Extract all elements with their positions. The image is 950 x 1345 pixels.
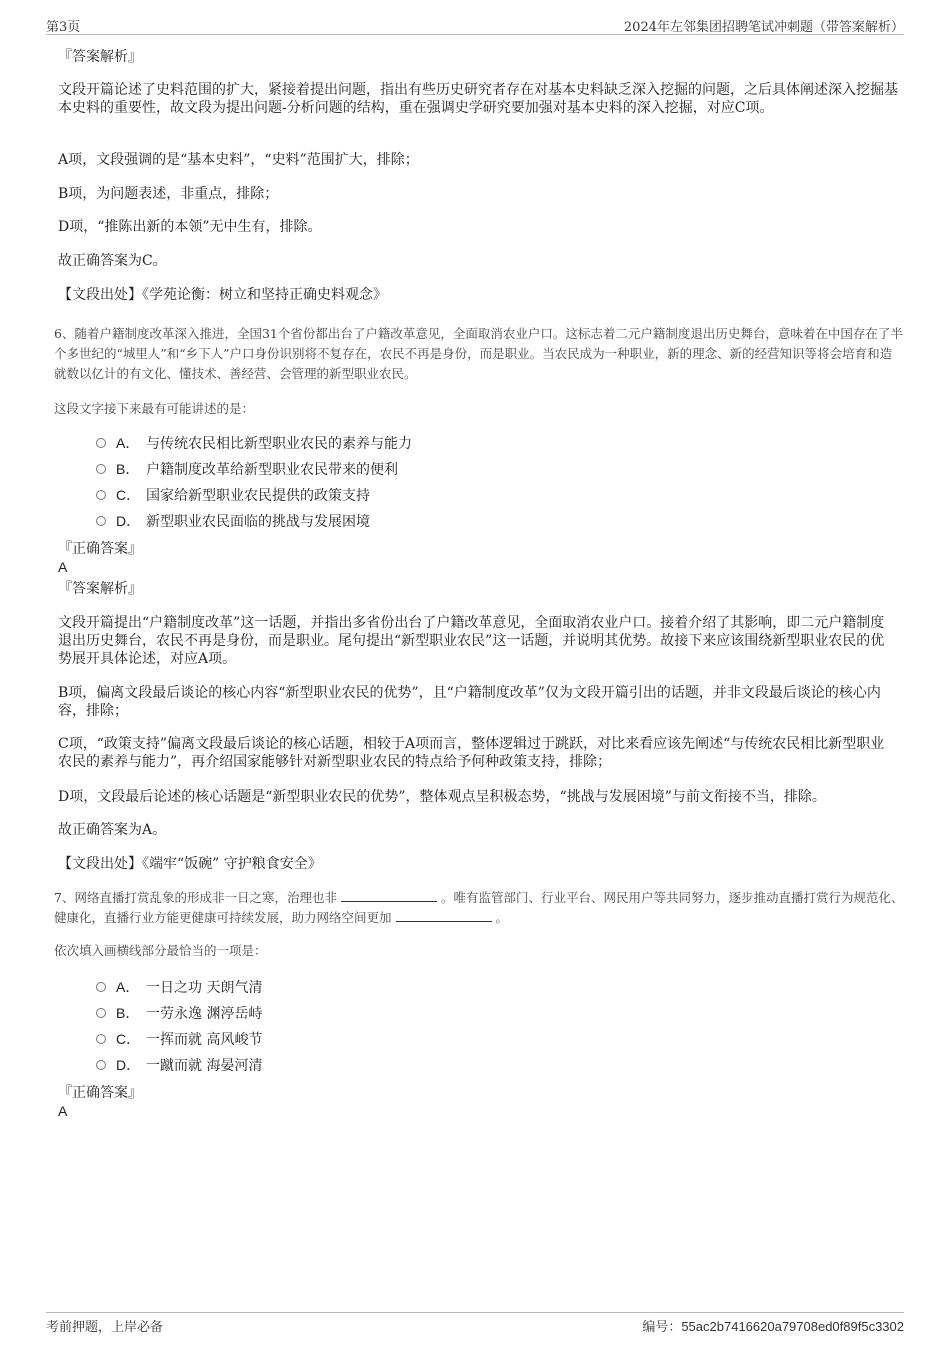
q6-option-d[interactable]: D． 新型职业农民面临的挑战与发展困境 <box>96 511 370 531</box>
radio-icon[interactable] <box>96 464 106 474</box>
radio-icon[interactable] <box>96 982 106 992</box>
q6-prompt: 这段文字接下来最有可能讲述的是： <box>54 401 255 416</box>
q6-stem: 6、随着户籍制度改革深入推进，全国31个省份都出台了户籍改革意见，全面取消农业户口。这标志着二元户籍制度退出历史舞台，意味着在中国存在了半个多世纪的“城里人”和“乡下人”户口身份识别将不复存在，农民不再是身份，而是职业。当农民成为一种职业，新的理念、新的经营知识等将会培育和造就数以亿计的有文化、懂技术、善经营、会管理的新型职业农民。 <box>54 326 903 381</box>
page-footer <box>46 1312 904 1339</box>
document-title: 2024年左邻集团招聘笔试冲刺题（带答案解析） <box>623 20 904 35</box>
q6-analysis-heading: 『答案解析』 <box>58 581 142 597</box>
radio-icon[interactable] <box>96 1060 106 1070</box>
q5-analysis-option-d: D项，“推陈出新的本领”无中生有，排除。 <box>58 219 322 235</box>
q6-option-a[interactable]: A． 与传统农民相比新型职业农民的素养与能力 <box>96 433 412 453</box>
q7-answer-heading: 『正确答案』 <box>58 1085 142 1101</box>
q5-source: 【文段出处】《学苑论衡：树立和坚持正确史料观念》 <box>58 287 387 303</box>
radio-icon[interactable] <box>96 1008 106 1018</box>
q5-conclusion: 故正确答案为C。 <box>58 253 167 269</box>
q5-analysis-option-a: A项，文段强调的是“基本史料”，“史料”范围扩大，排除； <box>58 152 419 168</box>
q5-analysis-paragraph: 文段开篇论述了史料范围的扩大，紧接着提出问题，指出有些历史研究者存在对基本史料缺乏深入挖掘的问题，之后具体阐述深入挖掘基本史料的重要性，故文段为提出问题-分析问题的结构，重在强调史学研究要加强对基本史料的深入挖掘，对应C项。 <box>58 82 898 116</box>
fill-blank-2 <box>396 909 492 922</box>
q7-option-c[interactable]: C． 一挥而就 高风峻节 <box>96 1029 262 1049</box>
q6-conclusion: 故正确答案为A。 <box>58 822 167 838</box>
q6-answer-heading: 『正确答案』 <box>58 541 142 557</box>
q7-prompt: 依次填入画横线部分最恰当的一项是： <box>54 943 267 958</box>
radio-icon[interactable] <box>96 1034 106 1044</box>
q6-option-b[interactable]: B． 户籍制度改革给新型职业农民带来的便利 <box>96 459 398 479</box>
page-number: 第3页 <box>46 20 81 35</box>
q7-option-b[interactable]: B． 一劳永逸 渊渟岳峙 <box>96 1003 262 1023</box>
q6-analysis-option-d: D项，文段最后论述的核心话题是“新型职业农民的优势”，整体观点呈积极态势，“挑战与发展困境”与前文衔接不当，排除。 <box>58 789 826 805</box>
q5-analysis-heading: 『答案解析』 <box>58 49 142 65</box>
footer-slogan: 考前押题，上岸必备 <box>46 1320 164 1335</box>
q7-stem: 7、网络直播打赏乱象的形成非一日之寒，治理也非 。唯有监管部门、行业平台、网民用户等共同努力，逐步推动直播打赏行为规范化、健康化，直播行业方能更健康可持续发展，助力网络空间更加 。 <box>54 890 904 925</box>
q6-analysis-option-c: C项，“政策支持”偏离文段最后谈论的核心话题，相较于A项而言，整体逻辑过于跳跃，对比来看应该先阐述“与传统农民相比新型职业农民的素养与能力”，再介绍国家能够针对新型职业农民的特点给予何种政策支持，排除； <box>58 736 885 770</box>
q7-option-a[interactable]: A． 一日之功 天朗气清 <box>96 977 262 997</box>
q6-analysis-option-b: B项，偏离文段最后谈论的核心内容“新型职业农民的优势”，且“户籍制度改革”仅为文段开篇引出的话题，并非文段最后谈论的核心内容，排除； <box>58 685 881 719</box>
radio-icon[interactable] <box>96 516 106 526</box>
q6-option-c[interactable]: C． 国家给新型职业农民提供的政策支持 <box>96 485 370 505</box>
q6-answer: A <box>58 559 68 575</box>
q6-analysis-paragraph: 文段开篇提出“户籍制度改革”这一话题，并指出多省份出台了户籍改革意见，全面取消农业户口。接着介绍了其影响，即二元户籍制度退出历史舞台，农民不再是身份，而是职业。尾句提出“新型职业农民”这一话题，并说明其优势。故接下来应该围绕新型职业农民的优势展开具体论述，对应A项。 <box>58 615 885 667</box>
fill-blank-1 <box>341 889 437 902</box>
q7-answer: A <box>58 1103 68 1119</box>
q6-source: 【文段出处】《端牢“饭碗” 守护粮食安全》 <box>58 856 322 872</box>
q7-option-d[interactable]: D． 一蹴而就 海晏河清 <box>96 1055 262 1075</box>
page-header <box>46 14 904 35</box>
q5-analysis-option-b: B项，为问题表述，非重点，排除； <box>58 186 279 202</box>
footer-code: 编号：55ac2b7416620a79708ed0f89f5c3302 <box>642 1319 904 1335</box>
radio-icon[interactable] <box>96 490 106 500</box>
radio-icon[interactable] <box>96 438 106 448</box>
